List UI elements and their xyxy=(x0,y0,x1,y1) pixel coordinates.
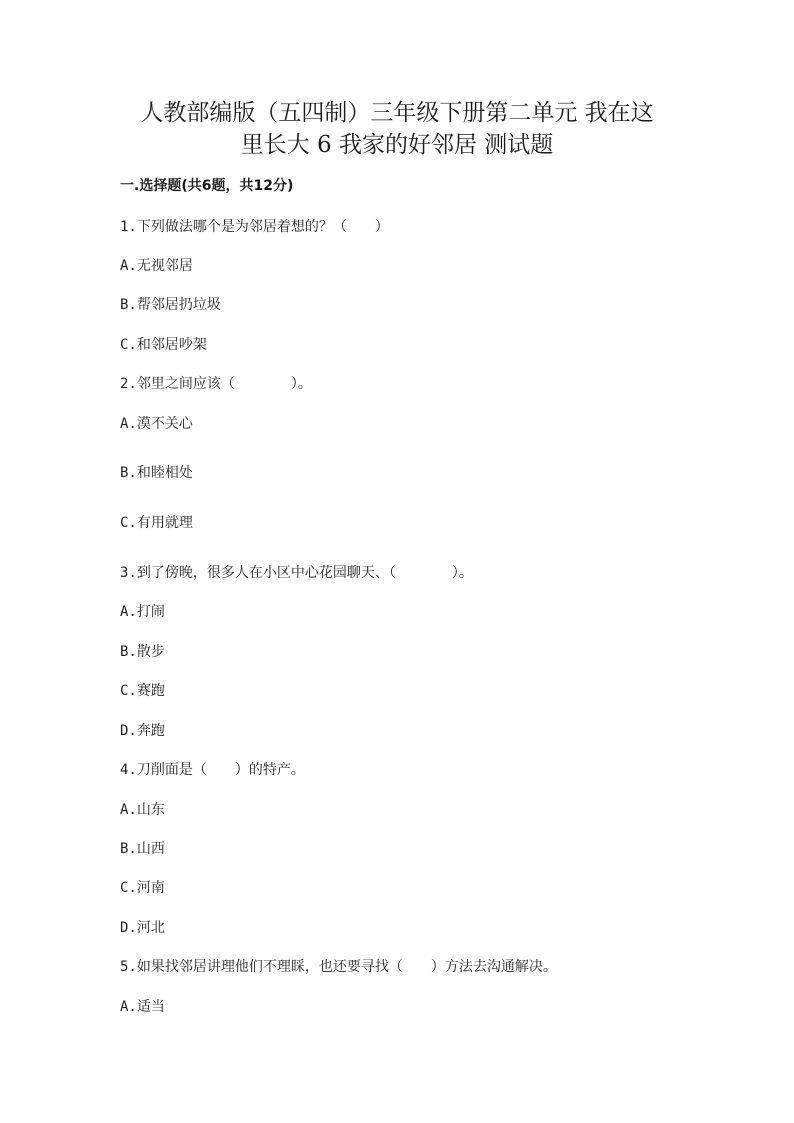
question-3-option-c: C.赛跑 xyxy=(120,683,165,699)
question-4-stem: 4.刀削面是（ ）的特产。 xyxy=(120,762,305,778)
question-2-stem: 2.邻里之间应该（ ）。 xyxy=(120,376,312,392)
question-3-option-d: D.奔跑 xyxy=(120,723,165,739)
document-title-line-1: 人教部编版（五四制）三年级下册第二单元 我在这 xyxy=(140,100,654,126)
question-5-option-a: A.适当 xyxy=(120,999,165,1015)
question-1-stem: 1.下列做法哪个是为邻居着想的？（ ） xyxy=(120,219,389,235)
question-1-option-b: B.帮邻居扔垃圾 xyxy=(120,297,221,313)
question-4-option-c: C.河南 xyxy=(120,880,165,896)
question-3-stem: 3.到了傍晚，很多人在小区中心花园聊天、（ ）。 xyxy=(120,565,473,581)
question-1-option-c: C.和邻居吵架 xyxy=(120,337,207,353)
document-title-line-2: 里长大 6 我家的好邻居 测试题 xyxy=(240,132,554,158)
question-2-option-a: A.漠不关心 xyxy=(120,416,193,432)
question-5-stem: 5.如果找邻居讲理他们不理睬，也还要寻找（ ）方法去沟通解决。 xyxy=(120,959,557,975)
question-2-option-c: C.有用就理 xyxy=(120,515,193,531)
question-4-option-d: D.河北 xyxy=(120,920,165,936)
question-1-option-a: A.无视邻居 xyxy=(120,258,193,274)
question-3-option-b: B.散步 xyxy=(120,644,165,660)
question-4-option-b: B.山西 xyxy=(120,841,165,857)
question-2-option-b: B.和睦相处 xyxy=(120,465,193,481)
question-4-option-a: A.山东 xyxy=(120,802,165,818)
section-heading: 一.选择题(共6题，共12分) xyxy=(120,178,294,194)
question-3-option-a: A.打闹 xyxy=(120,604,165,620)
